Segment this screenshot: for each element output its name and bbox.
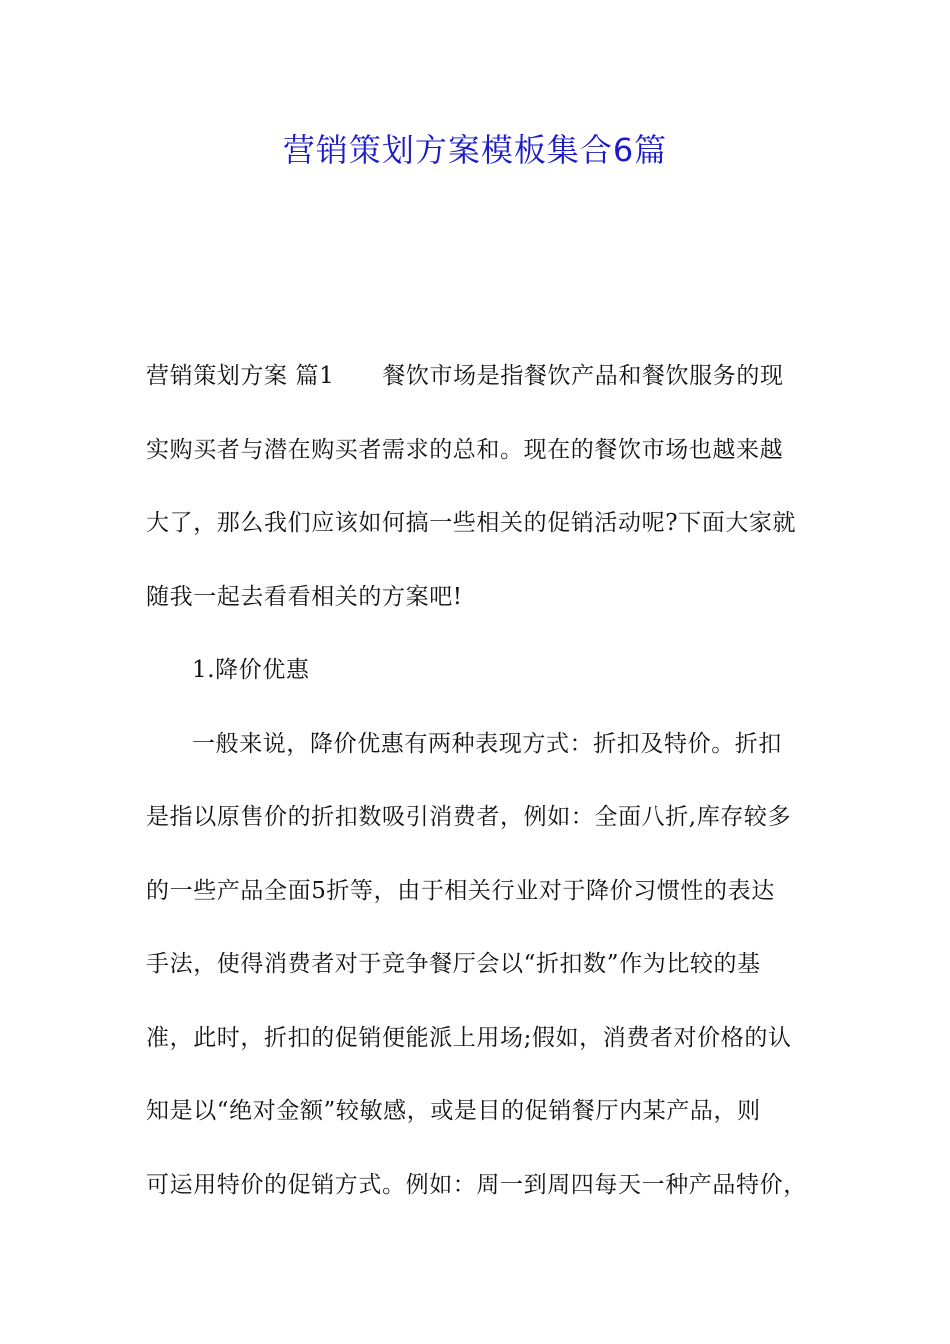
line-text: 餐饮市场是指餐饮产品和餐饮服务的现 — [382, 363, 784, 389]
paragraph-line: 一般来说，降价优惠有两种表现方式：折扣及特价。折扣 — [192, 730, 782, 757]
paragraph-line: 可运用特价的促销方式。例如：周一到周四每天一种产品特价， — [146, 1171, 807, 1198]
section-heading: 营销策划方案 篇1 — [146, 363, 335, 389]
document-body — [146, 340, 818, 1222]
paragraph-line — [146, 340, 818, 414]
paragraph-line: 手法，使得消费者对于竞争餐厅会以“折扣数”作为比较的基 — [146, 951, 761, 977]
paragraph-line: 的一些产品全面5折等，由于相关行业对于降价习惯性的表达 — [146, 877, 775, 904]
paragraph-line: 大了，那么我们应该如何搞一些相关的促销活动呢?下面大家就 — [146, 510, 797, 536]
document-title: 营销策划方案模板集合6篇 — [282, 131, 668, 169]
paragraph-line: 准，此时，折扣的促销便能派上用场;假如，消费者对价格的认 — [146, 1024, 792, 1051]
paragraph-line: 是指以原售价的折扣数吸引消费者，例如：全面八折,库存较多 — [146, 804, 792, 830]
paragraph-line: 随我一起去看看相关的方案吧! — [146, 583, 463, 610]
subheading: 1.降价优惠 — [192, 657, 310, 683]
paragraph-line: 知是以“绝对金额”较敏感，或是目的促销餐厅内某产品，则 — [146, 1098, 761, 1124]
paragraph-line: 实购买者与潜在购买者需求的总和。现在的餐饮市场也越来越 — [146, 436, 784, 463]
